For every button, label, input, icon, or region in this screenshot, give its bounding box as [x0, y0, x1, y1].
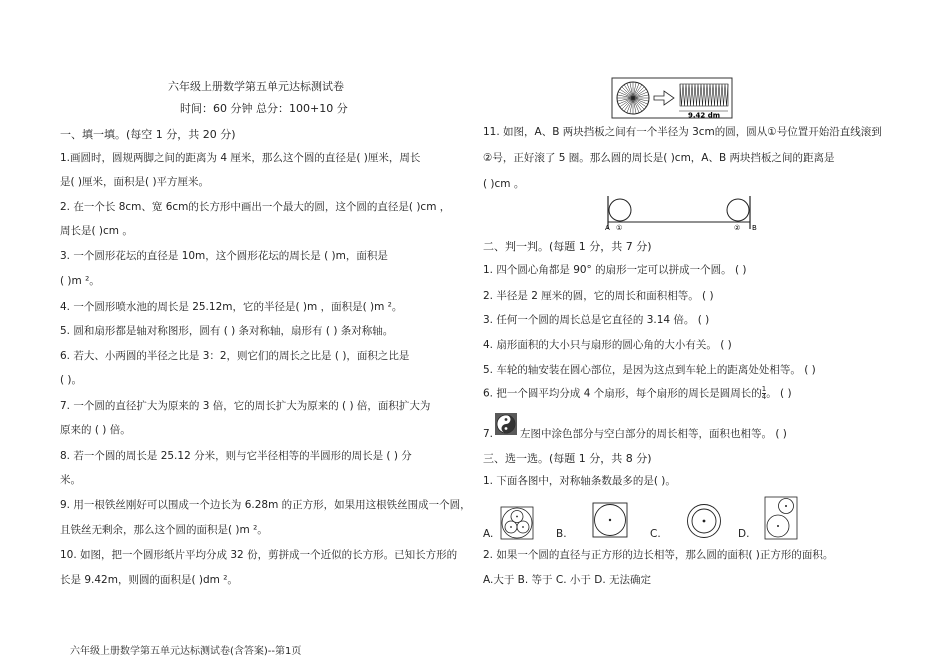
judge-item: 5. 车轮的轴安装在圆心部位，是因为这点到车轮上的距离处处相等。 ( ) [483, 364, 816, 376]
exam-title: 六年级上册数学第五单元达标测试卷 [168, 80, 344, 93]
question-line: 3. 一个圆形花坛的直径是 10m，这个圆形花坛的周长是 ( )m，面积是 [60, 250, 388, 262]
question-line: ( )m ²。 [60, 275, 100, 287]
choice-b-label: B. [556, 528, 567, 540]
question-11-line1: 11. 如图，A、B 两块挡板之间有一个半径为 3cm的圆，圆从①号位置开始沿直线滚到 [483, 126, 882, 138]
question-line: 周长是( )cm 。 [60, 225, 133, 237]
question-line: 1.画圆时，圆规两脚之间的距离为 4 厘米，那么这个圆的直径是( )厘米，周长 [60, 152, 421, 164]
choose-question-2-options: A.大于 B. 等于 C. 小于 D. 无法确定 [483, 574, 651, 586]
question-line: 米。 [60, 474, 81, 486]
question-line: 10. 如图，把一个圆形纸片平均分成 32 份，剪拼成一个近似的长方形。已知长方形的 [60, 549, 458, 561]
question-line: 且铁丝无剩余，那么这个圆的面积是( )m ²。 [60, 524, 268, 536]
position-2-label: ② [734, 224, 741, 232]
question-line: 7. 一个圆的直径扩大为原来的 3 倍，它的周长扩大为原来的 ( ) 倍，面积扩大为 [60, 400, 431, 412]
judge-item-7-number: 7. [483, 428, 494, 440]
choose-question-2: 2. 如果一个圆的直径与正方形的边长相等，那么圆的面积( )正方形的面积。 [483, 549, 834, 561]
judge-item: 4. 扇形面积的大小只与扇形的圆心角的大小有关。 ( ) [483, 339, 732, 351]
question-line: 长是 9.42m，则圆的面积是( )dm ²。 [60, 574, 238, 586]
board-b-label: B [752, 224, 757, 232]
page-footer: 六年级上册数学第五单元达标测试卷(含答案)--第1页 [70, 646, 302, 657]
question-line: 4. 一个圆形喷水池的周长是 25.12m，它的半径是( )m ，面积是( )m ²。 [60, 301, 403, 313]
judge-item: 2. 半径是 2 厘米的圆，它的周长和面积相等。 ( ) [483, 290, 714, 302]
judge-6-tail: 。 ( ) [766, 387, 792, 400]
question-line: 是( )厘米，面积是( )平方厘米。 [60, 176, 210, 188]
judge-item-7-text: 左图中涂色部分与空白部分的周长相等，面积也相等。 ( ) [520, 428, 787, 440]
choice-a-label: A. [483, 528, 494, 540]
exam-subtitle: 时间：60 分钟 总分：100+10 分 [180, 102, 348, 115]
choice-c-figure [686, 503, 722, 539]
question-11-line3: ( )cm 。 [483, 178, 525, 190]
position-1-label: ① [616, 224, 623, 232]
yin-yang-figure [495, 413, 517, 435]
judge-item: 1. 四个圆心角都是 90° 的扇形一定可以拼成一个圆。 ( ) [483, 264, 747, 276]
judge-item-6 [483, 386, 792, 401]
rolling-circle-figure [604, 196, 764, 232]
section-2-heading: 二、判一判。(每题 1 分，共 7 分) [483, 240, 652, 253]
rectangle-length-label: 9.42 dm [687, 111, 721, 120]
question-line: 5. 圆和扇形都是轴对称图形，圆有 ( ) 条对称轴，扇形有 ( ) 条对称轴。 [60, 325, 394, 337]
choice-a-figure [500, 506, 534, 540]
section-3-heading: 三、选一选。(每题 1 分，共 8 分) [483, 452, 652, 465]
section-1-heading: 一、填一填。(每空 1 分，共 20 分) [60, 128, 236, 141]
zigzag-rectangle [680, 84, 728, 106]
board-a-label: A [605, 224, 610, 232]
question-line: 原来的 ( ) 倍。 [60, 424, 131, 436]
choice-d-figure [764, 496, 798, 540]
choose-question-1: 1. 下面各图中，对称轴条数最多的是( )。 [483, 475, 676, 487]
one-quarter-fraction: $\frac{1}{4}$ [761, 385, 767, 401]
question-11-line2: ②号，正好滚了 5 圈。那么圆的周长是( )cm，A、B 两块挡板之间的距离是 [483, 152, 835, 164]
judge-item: 3. 任何一个圆的周长总是它直径的 3.14 倍。 ( ) [483, 314, 710, 326]
choice-b-figure [592, 502, 628, 538]
question-line: 8. 若一个圆的周长是 25.12 分米，则与它半径相等的半圆形的周长是 ( ) 分 [60, 450, 412, 462]
choice-c-label: C. [650, 528, 661, 540]
choice-d-label: D. [738, 528, 750, 540]
question-line: 2. 在一个长 8cm、宽 6cm的长方形中画出一个最大的圆，这个圆的直径是( )cm ， [60, 201, 451, 213]
question-line: ( )。 [60, 374, 83, 386]
question-line: 9. 用一根铁丝刚好可以围成一个边长为 6.28m 的正方形，如果用这根铁丝围成一个圆， [60, 499, 471, 511]
judge-6-text: 6. 把一个圆平均分成 4 个扇形，每个扇形的周长是圆周长的 [483, 387, 762, 400]
circle-to-rectangle-figure [612, 78, 732, 118]
question-line: 6. 若大、小两圆的半径之比是 3：2，则它们的周长之比是 ( )，面积之比是 [60, 350, 410, 362]
